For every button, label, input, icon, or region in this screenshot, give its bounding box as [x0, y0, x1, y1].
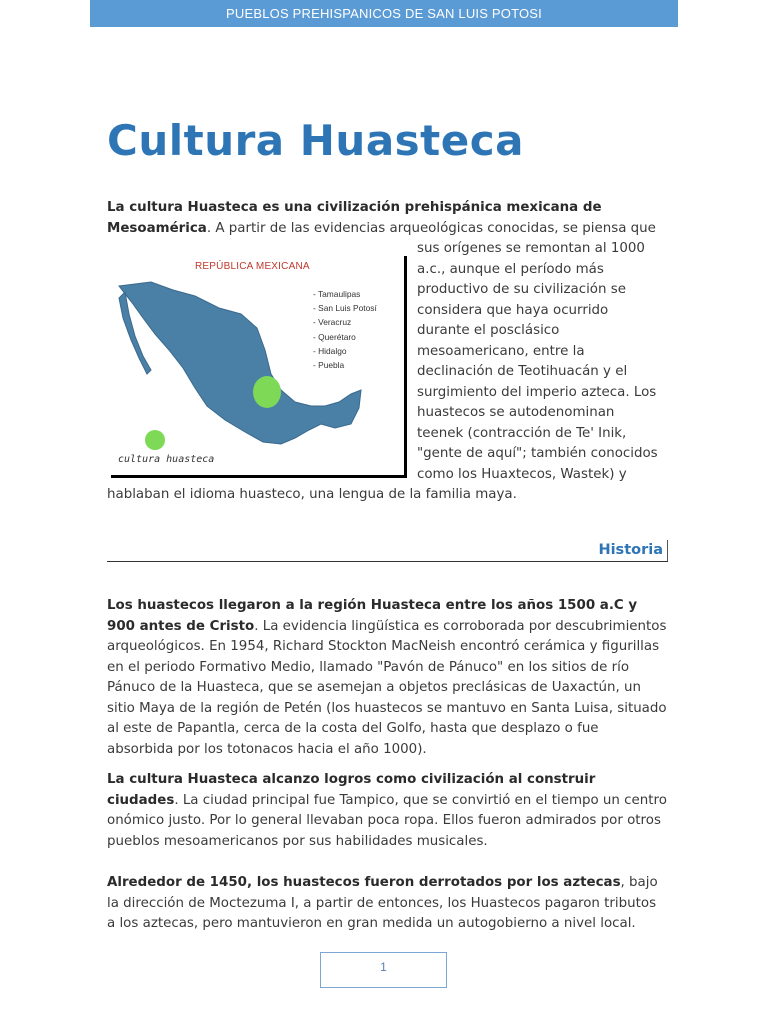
- state-list: [313, 287, 377, 372]
- intro-wrapped-line: surgimiento del imperio azteca. Los: [417, 384, 657, 400]
- state-item: - Veracruz: [313, 317, 352, 328]
- section-heading-historia: Historia: [598, 540, 668, 561]
- page-number-box: [320, 952, 447, 988]
- paragraph-bold-lead: La cultura Huasteca alcanzo logros como civilización al construir ciudades: [107, 772, 596, 808]
- map-bottom-border: [111, 475, 407, 478]
- intro-wrapped-line: durante el posclásico: [417, 323, 560, 338]
- state-item: - San Luis Potosí: [313, 303, 377, 314]
- history-paragraph-2: [107, 770, 667, 852]
- header-title: PUEBLOS PREHISPANICOS DE SAN LUIS POTOSI: [226, 6, 542, 21]
- page-title: Cultura Huasteca: [107, 116, 524, 165]
- paragraph-text: . La evidencia lingüística es corroborada por descubrimientos arqueológicos. En 1954, Richard Stockton MacNeish encontró cerámica y figurillas en el periodo Formativo Medio, llamado "Pavón de Pánuco" en los sitios de río Pánuco de la Huasteca, que se asemejan a objetos preclásicas de Uaxactún, un sitio Maya de la región de Petén (los huastecos se mantuvo en Santa Luisa, situado al este de Papantla, cerca de la costa del Golfo, hasta que desplazo o fue absorbida por los totonacos hacia el año 1000).: [107, 618, 667, 757]
- intro-wrapped-line: a.c., aunque el período más: [417, 261, 604, 277]
- intro-wrapped-line: considera que haya ocurrido: [417, 302, 609, 318]
- state-item: - Puebla: [313, 360, 345, 371]
- state-item: - Hidalgo: [313, 345, 347, 356]
- intro-wrapped-line: teenek (contracción de Te' Inik,: [417, 425, 627, 441]
- paragraph-bold-lead: Los huastecos llegaron a la región Huasteca entre los años 1500 a.C y 900 antes de Cristo: [107, 598, 638, 634]
- intro-first-line-rest: . A partir de las evidencias arqueológicas conocidas, se piensa que: [206, 220, 656, 236]
- map-caption: cultura huasteca: [118, 454, 215, 465]
- intro-wrapped-line: productivo de su civilización se: [417, 282, 626, 297]
- intro-wrapped-line: mesoamericano, entre la: [417, 343, 585, 359]
- paragraph-text: , bajo la dirección de Moctezuma I, a partir de entonces, los Huastecos pagaron tributos a los aztecas, pero mantuvieron en gran medida un autogobierno a nivel local.: [107, 875, 658, 931]
- intro-wrapped-line: sus orígenes se remontan al 1000: [417, 241, 645, 256]
- page-number: 1: [380, 960, 387, 974]
- paragraph-text: . La ciudad principal fue Tampico, que se convirtió en el tiempo un centro onómico justo. Por lo general llevaban poca ropa. Ellos fueron admirados por otros pueblos mesoamericanos por sus habilidades musicales.: [107, 792, 667, 849]
- intro-wrapped-text: [417, 239, 677, 485]
- intro-wrapped-line: declinación de Teotihuacán y el: [417, 364, 628, 379]
- history-paragraph-1: [107, 596, 667, 760]
- header-bar: [90, 0, 678, 27]
- history-paragraph-3: [107, 873, 667, 935]
- intro-wrapped-line: huastecos se autodenominan: [417, 405, 615, 420]
- intro-wrapped-line: "gente de aquí"; también conocidos: [417, 446, 658, 461]
- state-item: - Querétaro: [313, 331, 356, 342]
- section-rule: [107, 561, 668, 562]
- intro-bold-lead: La cultura Huasteca es una civilización prehispánica mexicana de Mesoamérica: [107, 200, 602, 236]
- paragraph-bold-lead: Alrededor de 1450, los huastecos fueron derrotados por los aztecas: [107, 875, 621, 890]
- intro-last-line: hablaban el idioma huasteco, una lengua de la familia maya.: [107, 487, 517, 502]
- huasteca-region-shape: [253, 376, 281, 408]
- legend-dot-shape: [145, 430, 165, 450]
- intro-wrapped-line: como los Huaxtecos, Wastek) y: [417, 466, 627, 482]
- state-item: - Tamaulipas: [313, 289, 361, 299]
- mexico-map-figure: [111, 256, 407, 478]
- intro-first-lines: [107, 198, 667, 239]
- map-right-border: [404, 256, 407, 478]
- map-title: REPÚBLICA MEXICANA: [195, 261, 310, 272]
